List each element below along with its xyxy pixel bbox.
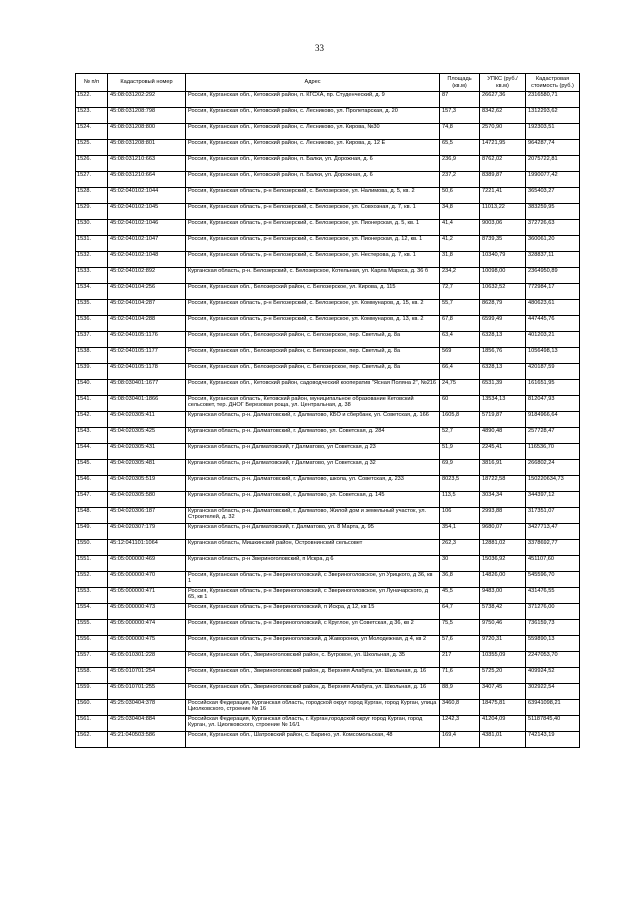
- table-row: [76, 492, 580, 508]
- upks-cell: 8762,02: [480, 156, 526, 172]
- table-row: [76, 220, 580, 236]
- table-row: [76, 588, 580, 604]
- area-cell: 57,6: [440, 636, 480, 652]
- area-cell: 354,1: [440, 524, 480, 540]
- cadastral-number-cell: 45:05:000000:474: [108, 620, 186, 636]
- area-cell: 217: [440, 652, 480, 668]
- cadastral-value-cell: 1312293,62: [526, 108, 580, 124]
- cadastral-number-cell: 45:08:031208:801: [108, 140, 186, 156]
- cadastral-number-cell: 45:12:041101:1064: [108, 540, 186, 556]
- cadastral-value-cell: 9184966,64: [526, 412, 580, 428]
- table-row: [76, 684, 580, 700]
- row-number-cell: 1538.: [76, 348, 108, 364]
- cadastral-number-cell: 45:08:031202:292: [108, 92, 186, 108]
- address-cell: Курганская область, р-н. Далматовский, г. Далматово, ул. Советская, д. 284: [186, 428, 440, 444]
- area-cell: 41,2: [440, 236, 480, 252]
- upks-cell: 26627,36: [480, 92, 526, 108]
- upks-cell: 15036,92: [480, 556, 526, 572]
- cadastral-number-cell: 45:04:020305:481: [108, 460, 186, 476]
- cadastral-value-cell: 431476,55: [526, 588, 580, 604]
- table-row: [76, 524, 580, 540]
- area-cell: 569: [440, 348, 480, 364]
- upks-cell: 4890,48: [480, 428, 526, 444]
- row-number-cell: 1551.: [76, 556, 108, 572]
- table-row: [76, 380, 580, 396]
- upks-cell: 18722,58: [480, 476, 526, 492]
- area-cell: 31,8: [440, 252, 480, 268]
- row-number-cell: 1542.: [76, 412, 108, 428]
- cadastral-number-cell: 45:25:030404:378: [108, 700, 186, 716]
- row-number-cell: 1550.: [76, 540, 108, 556]
- address-cell: Россия, Курганская область, р-н Белозерский, с. Белозерское, ул. Совхозная, д. 7, кв. 1: [186, 204, 440, 220]
- table-row: [76, 636, 580, 652]
- row-number-cell: 1539.: [76, 364, 108, 380]
- address-cell: Россия, Курганская обл., Кетовский район, п. Балки, ул. Дорожная, д. 6: [186, 172, 440, 188]
- table-row: [76, 316, 580, 332]
- cadastral-value-cell: 372726,63: [526, 220, 580, 236]
- address-cell: Россия, Курганская область, р-н Белозерский, с. Белозерское, ул. Пионерская, д. 12, кв. 1: [186, 236, 440, 252]
- row-number-cell: 1555.: [76, 620, 108, 636]
- cadastral-value-cell: 360061,20: [526, 236, 580, 252]
- cadastral-number-cell: 45:08:031210:663: [108, 156, 186, 172]
- cadastral-number-cell: 45:02:040102:1045: [108, 204, 186, 220]
- cadastral-number-cell: 45:21:040503:586: [108, 732, 186, 748]
- cadastral-number-cell: 45:04:020305:580: [108, 492, 186, 508]
- cadastral-number-cell: 45:04:020307:179: [108, 524, 186, 540]
- area-cell: 64,7: [440, 604, 480, 620]
- upks-cell: 9720,31: [480, 636, 526, 652]
- upks-cell: 9750,46: [480, 620, 526, 636]
- cadastral-value-cell: 161651,95: [526, 380, 580, 396]
- area-cell: 262,3: [440, 540, 480, 556]
- cadastral-number-cell: 45:05:010701:254: [108, 668, 186, 684]
- upks-cell: 11013,22: [480, 204, 526, 220]
- cadastral-number-cell: 45:02:040102:1046: [108, 220, 186, 236]
- table-row: [76, 652, 580, 668]
- address-cell: Российская Федерация, Курганская область, г. Курган,городской округ город Курган, город Курган, ул. Циолковского, строение № 16/1: [186, 716, 440, 732]
- table-row: [76, 300, 580, 316]
- area-cell: 71,6: [440, 668, 480, 684]
- row-number-cell: 1532.: [76, 252, 108, 268]
- row-number-cell: 1552.: [76, 572, 108, 588]
- upks-cell: 5738,42: [480, 604, 526, 620]
- cadastral-number-cell: 45:02:040102:1047: [108, 236, 186, 252]
- area-cell: 72,7: [440, 284, 480, 300]
- upks-cell: 14826,00: [480, 572, 526, 588]
- upks-cell: 10632,52: [480, 284, 526, 300]
- cadastral-value-cell: 51187845,40: [526, 716, 580, 732]
- address-cell: Россия, Курганская обл., Кетовский район, п. Балки, ул. Дорожная, д. 6: [186, 156, 440, 172]
- area-cell: 106: [440, 508, 480, 524]
- row-number-cell: 1547.: [76, 492, 108, 508]
- address-cell: Россия, Курганская область, р-н Белозерский, с. Белозерское, ул. Коммунаров, д. 15, кв. 2: [186, 300, 440, 316]
- table-row: [76, 700, 580, 716]
- cadastral-value-cell: 447445,76: [526, 316, 580, 332]
- header-cadastral-value: Кадастровая стоимость (руб.): [526, 74, 580, 92]
- table-row: [76, 140, 580, 156]
- area-cell: 74,8: [440, 124, 480, 140]
- table-row: [76, 156, 580, 172]
- header-address: Адрес: [186, 74, 440, 92]
- upks-cell: 10355,09: [480, 652, 526, 668]
- table-header: [76, 74, 580, 92]
- cadastral-value-cell: 964287,74: [526, 140, 580, 156]
- upks-cell: 12881,02: [480, 540, 526, 556]
- cadastral-value-cell: 116536,70: [526, 444, 580, 460]
- row-number-cell: 1527.: [76, 172, 108, 188]
- cadastral-value-cell: 302922,54: [526, 684, 580, 700]
- row-number-cell: 1540.: [76, 380, 108, 396]
- upks-cell: 10098,00: [480, 268, 526, 284]
- header-cadastral-number: Кадастровый номер: [108, 74, 186, 92]
- table-row: [76, 108, 580, 124]
- upks-cell: 8739,35: [480, 236, 526, 252]
- cadastral-number-cell: 45:02:040104:287: [108, 300, 186, 316]
- table-row: [76, 268, 580, 284]
- cadastral-number-cell: 45:04:020305:519: [108, 476, 186, 492]
- cadastral-value-cell: 3427713,47: [526, 524, 580, 540]
- area-cell: 67,8: [440, 316, 480, 332]
- cadastral-value-cell: 1990077,42: [526, 172, 580, 188]
- cadastral-value-cell: 1056498,13: [526, 348, 580, 364]
- table-row: [76, 428, 580, 444]
- cadastral-number-cell: 45:05:000000:469: [108, 556, 186, 572]
- address-cell: Россия, Курганская обл., Кетовский район, с. Лесниково, ул. Кирова, д. 12 Е: [186, 140, 440, 156]
- cadastral-number-cell: 45:25:030404:884: [108, 716, 186, 732]
- address-cell: Россия, Курганская область, р-н Белозерский, с. Белозерское, ул. Пионерская, д. 5, кв. 1: [186, 220, 440, 236]
- upks-cell: 7221,41: [480, 188, 526, 204]
- area-cell: 65,5: [440, 140, 480, 156]
- address-cell: Россия, Курганская область, р-н Звериноголовский, д Жаворонки, ул Молодежная, д 4, кв 2: [186, 636, 440, 652]
- area-cell: 3460,8: [440, 700, 480, 716]
- cadastral-number-cell: 45:02:040105:1176: [108, 332, 186, 348]
- cadastral-number-cell: 45:04:020306:187: [108, 508, 186, 524]
- table-row: [76, 604, 580, 620]
- address-cell: Россия, Курганская обл., Звериноголовский район, д. Верхняя Алабуга, ул. Школьная, д. 16: [186, 668, 440, 684]
- row-number-cell: 1535.: [76, 300, 108, 316]
- upks-cell: 10340,79: [480, 252, 526, 268]
- table-row: [76, 204, 580, 220]
- address-cell: Россия, Курганская обл., Звериноголовский район, д. Верхняя Алабуга, ул. Школьная, д. 16: [186, 684, 440, 700]
- address-cell: Россия, Курганская область, р-н Звериноголовский, с Звериноголовское, ул Урицкого, д 36, кв 1: [186, 572, 440, 588]
- upks-cell: 5719,87: [480, 412, 526, 428]
- cadastral-value-cell: 192303,51: [526, 124, 580, 140]
- upks-cell: 8342,62: [480, 108, 526, 124]
- cadastral-value-cell: 480623,61: [526, 300, 580, 316]
- address-cell: Курганская область, р-н Звериноголовский, п Искра, д 6: [186, 556, 440, 572]
- area-cell: 55,7: [440, 300, 480, 316]
- upks-cell: 9003,06: [480, 220, 526, 236]
- cadastral-value-cell: 409924,52: [526, 668, 580, 684]
- table-row: [76, 172, 580, 188]
- area-cell: 24,75: [440, 380, 480, 396]
- row-number-cell: 1526.: [76, 156, 108, 172]
- table-row: [76, 396, 580, 412]
- address-cell: Курганская область, р-н. Далматовский, г. Далматово, КБО и сбербанк, ул. Советская, д. 166: [186, 412, 440, 428]
- address-cell: Курганская область, р-н Далматовский, г. Далматово, ул. 8 Марта, д. 95: [186, 524, 440, 540]
- page-number: 33: [315, 43, 324, 53]
- table-row: [76, 444, 580, 460]
- row-number-cell: 1541.: [76, 396, 108, 412]
- table-row: [76, 540, 580, 556]
- cadastral-number-cell: 45:04:020305:425: [108, 428, 186, 444]
- cadastral-value-cell: 451107,60: [526, 556, 580, 572]
- upks-cell: 9680,07: [480, 524, 526, 540]
- table-row: [76, 252, 580, 268]
- cadastral-value-cell: 772984,17: [526, 284, 580, 300]
- row-number-cell: 1533.: [76, 268, 108, 284]
- row-number-cell: 1559.: [76, 684, 108, 700]
- area-cell: 88,9: [440, 684, 480, 700]
- cadastral-value-cell: 742143,19: [526, 732, 580, 748]
- cadastral-number-cell: 45:02:040102:892: [108, 268, 186, 284]
- cadastral-number-cell: 45:05:000000:470: [108, 572, 186, 588]
- table-body: [76, 92, 580, 748]
- row-number-cell: 1545.: [76, 460, 108, 476]
- cadastral-value-cell: 420187,59: [526, 364, 580, 380]
- cadastral-number-cell: 45:08:030401:1866: [108, 396, 186, 412]
- header-upks: УПКС (руб./кв.м): [480, 74, 526, 92]
- header-number: № п/п: [76, 74, 108, 92]
- cadastral-value-cell: 257728,47: [526, 428, 580, 444]
- cadastral-value-table: [75, 73, 580, 748]
- table-row: [76, 572, 580, 588]
- table-row: [76, 460, 580, 476]
- cadastral-number-cell: 45:02:040102:1044: [108, 188, 186, 204]
- address-cell: Россия, Курганская обл., Кетовский район, садоводческий кооператив "Ясная Поляна 2", №216: [186, 380, 440, 396]
- upks-cell: 8628,79: [480, 300, 526, 316]
- cadastral-number-cell: 45:04:020305:411: [108, 412, 186, 428]
- row-number-cell: 1562.: [76, 732, 108, 748]
- address-cell: Россия, Курганская обл., Шатровский район, с. Барино, ул. Комсомольская, 48: [186, 732, 440, 748]
- address-cell: Россия, Курганская область, Кетовский район, муниципальное образование Кетовский сельсовет, тер. ДНОГ Березовая роща, ул. Центральная, д. 38: [186, 396, 440, 412]
- row-number-cell: 1554.: [76, 604, 108, 620]
- upks-cell: 18475,81: [480, 700, 526, 716]
- header-row: [76, 74, 580, 92]
- table-row: [76, 236, 580, 252]
- upks-cell: 14721,95: [480, 140, 526, 156]
- table-row: [76, 476, 580, 492]
- upks-cell: 6328,13: [480, 332, 526, 348]
- cadastral-number-cell: 45:04:020305:431: [108, 444, 186, 460]
- area-cell: 1605,8: [440, 412, 480, 428]
- area-cell: 34,8: [440, 204, 480, 220]
- upks-cell: 2245,41: [480, 444, 526, 460]
- address-cell: Курганская область, Мишкинский район, Островнинский сельсовет: [186, 540, 440, 556]
- cadastral-number-cell: 45:02:040104:256: [108, 284, 186, 300]
- upks-cell: 2570,90: [480, 124, 526, 140]
- upks-cell: 6531,39: [480, 380, 526, 396]
- area-cell: 87: [440, 92, 480, 108]
- area-cell: 30: [440, 556, 480, 572]
- upks-cell: 1856,76: [480, 348, 526, 364]
- upks-cell: 2993,88: [480, 508, 526, 524]
- area-cell: 52,7: [440, 428, 480, 444]
- header-area: Площадь (кв.м): [440, 74, 480, 92]
- upks-cell: 6599,49: [480, 316, 526, 332]
- row-number-cell: 1560.: [76, 700, 108, 716]
- cadastral-value-cell: 266802,24: [526, 460, 580, 476]
- area-cell: 63,4: [440, 332, 480, 348]
- address-cell: Россия, Курганская обл., Кетовский район, п. КГСХА, пр. Студенческий, д. 9: [186, 92, 440, 108]
- cadastral-value-cell: 545596,70: [526, 572, 580, 588]
- address-cell: Российская Федерация, Курганская область, городской округ город Курган, город Курган, улица Циолковского, строение № 16: [186, 700, 440, 716]
- cadastral-value-cell: 401203,21: [526, 332, 580, 348]
- cadastral-number-cell: 45:08:030401:1677: [108, 380, 186, 396]
- area-cell: 50,6: [440, 188, 480, 204]
- cadastral-number-cell: 45:02:040104:288: [108, 316, 186, 332]
- area-cell: 157,3: [440, 108, 480, 124]
- row-number-cell: 1557.: [76, 652, 108, 668]
- address-cell: Россия, Курганская обл., Звериноголовский район, с. Бугровое, ул. Школьная, д. 35: [186, 652, 440, 668]
- upks-cell: 8389,87: [480, 172, 526, 188]
- area-cell: 41,4: [440, 220, 480, 236]
- area-cell: 237,2: [440, 172, 480, 188]
- address-cell: Россия, Курганская область, р-н Белозерский, с. Белозерское, ул. Нестерова, д. 7, кв. 1: [186, 252, 440, 268]
- row-number-cell: 1528.: [76, 188, 108, 204]
- row-number-cell: 1536.: [76, 316, 108, 332]
- cadastral-number-cell: 45:05:000000:471: [108, 588, 186, 604]
- row-number-cell: 1543.: [76, 428, 108, 444]
- address-cell: Россия, Курганская область, р-н Звериноголовский, с Звериноголовское, ул Луначарского, д 65, кв 1: [186, 588, 440, 604]
- row-number-cell: 1530.: [76, 220, 108, 236]
- upks-cell: 4381,01: [480, 732, 526, 748]
- cadastral-value-cell: 2075722,81: [526, 156, 580, 172]
- upks-cell: 3034,34: [480, 492, 526, 508]
- table-row: [76, 412, 580, 428]
- cadastral-value-cell: 344397,12: [526, 492, 580, 508]
- cadastral-value-cell: 383259,95: [526, 204, 580, 220]
- area-cell: 236,9: [440, 156, 480, 172]
- area-cell: 51,9: [440, 444, 480, 460]
- address-cell: Курганская область, р-н. Далматовский, г. Далматово, Жилой дом и земельный участок, ул. Строителей, д. 32: [186, 508, 440, 524]
- row-number-cell: 1556.: [76, 636, 108, 652]
- cadastral-number-cell: 45:05:000000:475: [108, 636, 186, 652]
- address-cell: Россия, Курганская обл., Кетовский район, с. Лесниково, ул. Кирова, №30: [186, 124, 440, 140]
- row-number-cell: 1523.: [76, 108, 108, 124]
- address-cell: Россия, Курганская область, р-н Звериноголовский, с Круглое, ул Советская, д 36, кв 2: [186, 620, 440, 636]
- area-cell: 113,5: [440, 492, 480, 508]
- cadastral-value-cell: 736159,73: [526, 620, 580, 636]
- upks-cell: 13534,13: [480, 396, 526, 412]
- address-cell: Россия, Курганская обл., Белозерский район, с. Белозерское, пер. Светлый, д. 8а: [186, 332, 440, 348]
- area-cell: 8023,5: [440, 476, 480, 492]
- address-cell: Курганская область, р-н Далматовский, г Далматово, ул Советская, д 23: [186, 444, 440, 460]
- cadastral-value-cell: 328837,11: [526, 252, 580, 268]
- table-row: [76, 332, 580, 348]
- cadastral-number-cell: 45:05:000000:473: [108, 604, 186, 620]
- address-cell: Курганская область, р-н. Далматовский, г. Далматово, школа, ул. Советская, д. 233: [186, 476, 440, 492]
- address-cell: Курганская область, р-н. Далматовский, г. Далматово, ул. Советская, д. 145: [186, 492, 440, 508]
- table-row: [76, 188, 580, 204]
- cadastral-value-cell: 2247053,70: [526, 652, 580, 668]
- area-cell: 45,5: [440, 588, 480, 604]
- table-row: [76, 556, 580, 572]
- address-cell: Россия, Курганская область, р-н Белозерский, с. Белозерское, ул. Налимова, д. 5, кв. 2: [186, 188, 440, 204]
- cadastral-value-cell: 63941098,21: [526, 700, 580, 716]
- address-cell: Курганская область, р-н Далматовский, г Далматово, ул Советская, д 32: [186, 460, 440, 476]
- address-cell: Россия, Курганская область, р-н Белозерский, с. Белозерское, ул. Коммунаров, д. 13, кв. 2: [186, 316, 440, 332]
- cadastral-number-cell: 45:02:040102:1048: [108, 252, 186, 268]
- area-cell: 169,4: [440, 732, 480, 748]
- row-number-cell: 1522.: [76, 92, 108, 108]
- upks-cell: 5725,20: [480, 668, 526, 684]
- upks-cell: 9483,00: [480, 588, 526, 604]
- table-row: [76, 716, 580, 732]
- row-number-cell: 1549.: [76, 524, 108, 540]
- row-number-cell: 1553.: [76, 588, 108, 604]
- table-row: [76, 668, 580, 684]
- upks-cell: 3407,45: [480, 684, 526, 700]
- upks-cell: 3816,91: [480, 460, 526, 476]
- area-cell: 75,5: [440, 620, 480, 636]
- cadastral-value-cell: 3378692,77: [526, 540, 580, 556]
- area-cell: 66,4: [440, 364, 480, 380]
- cadastral-value-cell: 559890,13: [526, 636, 580, 652]
- address-cell: Россия, Курганская обл., Кетовский район, с. Лесниково, ул. Пролетарская, д. 20: [186, 108, 440, 124]
- table-row: [76, 92, 580, 108]
- table-row: [76, 508, 580, 524]
- cadastral-number-cell: 45:08:031208:798: [108, 108, 186, 124]
- table-row: [76, 348, 580, 364]
- cadastral-number-cell: 45:08:031208:800: [108, 124, 186, 140]
- area-cell: 234,2: [440, 268, 480, 284]
- cadastral-number-cell: 45:02:040105:1177: [108, 348, 186, 364]
- table-row: [76, 124, 580, 140]
- row-number-cell: 1558.: [76, 668, 108, 684]
- cadastral-value-cell: 2316580,71: [526, 92, 580, 108]
- upks-cell: 6328,13: [480, 364, 526, 380]
- address-cell: Россия, Курганская обл., Белозерский район, с. Белозерское, ул. Кирова, д. 115: [186, 284, 440, 300]
- address-cell: Россия, Курганская область, р-н Звериноголовский, п Искра, д 12, кв 15: [186, 604, 440, 620]
- cadastral-value-cell: 371276,00: [526, 604, 580, 620]
- cadastral-number-cell: 45:08:031210:664: [108, 172, 186, 188]
- table-row: [76, 284, 580, 300]
- address-cell: Россия, Курганская обл., Белозерский район, с. Белозерское, пер. Светлый, д. 8а: [186, 348, 440, 364]
- row-number-cell: 1534.: [76, 284, 108, 300]
- cadastral-value-cell: 2364950,89: [526, 268, 580, 284]
- row-number-cell: 1544.: [76, 444, 108, 460]
- row-number-cell: 1531.: [76, 236, 108, 252]
- row-number-cell: 1529.: [76, 204, 108, 220]
- cadastral-value-cell: 150220634,73: [526, 476, 580, 492]
- row-number-cell: 1546.: [76, 476, 108, 492]
- row-number-cell: 1561.: [76, 716, 108, 732]
- cadastral-number-cell: 45:05:010701:255: [108, 684, 186, 700]
- address-cell: Россия, Курганская обл., Белозерский район, с. Белозерское, пер. Светлый, д. 8а: [186, 364, 440, 380]
- table-row: [76, 364, 580, 380]
- cadastral-number-cell: 45:02:040105:1178: [108, 364, 186, 380]
- row-number-cell: 1524.: [76, 124, 108, 140]
- row-number-cell: 1525.: [76, 140, 108, 156]
- area-cell: 60: [440, 396, 480, 412]
- row-number-cell: 1548.: [76, 508, 108, 524]
- table-row: [76, 620, 580, 636]
- row-number-cell: 1537.: [76, 332, 108, 348]
- cadastral-number-cell: 45:05:010301:228: [108, 652, 186, 668]
- area-cell: 36,8: [440, 572, 480, 588]
- cadastral-value-cell: 317351,07: [526, 508, 580, 524]
- table-row: [76, 732, 580, 748]
- area-cell: 69,9: [440, 460, 480, 476]
- upks-cell: 41204,09: [480, 716, 526, 732]
- address-cell: Курганская область, р-н. Белозерский, с. Белозерское, Котельная, ул. Карла Маркса, д. 36 б: [186, 268, 440, 284]
- area-cell: 1242,3: [440, 716, 480, 732]
- cadastral-value-cell: 812047,93: [526, 396, 580, 412]
- cadastral-value-cell: 365403,27: [526, 188, 580, 204]
